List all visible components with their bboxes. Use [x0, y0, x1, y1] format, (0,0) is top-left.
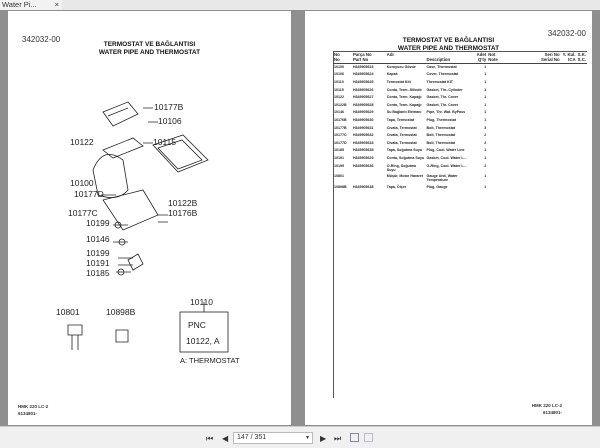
- table-cell: 10110: [334, 80, 344, 85]
- table-cell: [577, 64, 587, 72]
- callout: 10106: [158, 116, 182, 126]
- column-header: [577, 51, 587, 64]
- column-header: [386, 51, 426, 64]
- table-row: [333, 155, 587, 163]
- table-cell: Conta, Term.-Silindir: [386, 87, 422, 92]
- table-cell: [577, 132, 587, 140]
- table-cell: Kapak: [386, 72, 398, 77]
- close-tab-icon[interactable]: ×: [54, 0, 59, 9]
- table-row: [333, 124, 587, 132]
- table-cell: [561, 71, 577, 79]
- table-cell: H349905635: [352, 148, 374, 153]
- table-row: [333, 109, 587, 117]
- page-code: 342032-00: [547, 29, 586, 38]
- table-cell: Gasket, Thr. Cover: [426, 102, 459, 107]
- table-cell: 10199: [334, 163, 344, 168]
- table-cell: 10122B: [334, 102, 347, 107]
- header-text: Note: [488, 57, 498, 62]
- column-header: [426, 51, 472, 64]
- first-page-button[interactable]: ⏮: [206, 434, 214, 443]
- table-cell: 10177C: [334, 133, 347, 138]
- table-cell: Plug, Thermostat: [426, 118, 456, 123]
- table-cell: [561, 162, 577, 173]
- navigation-toolbar: [0, 426, 600, 448]
- previous-page-button[interactable]: ◀: [222, 434, 229, 443]
- table-cell: [577, 71, 587, 79]
- table-row: [333, 94, 587, 102]
- table-cell: Su Bağlantı Elemanı: [386, 110, 422, 115]
- footer-model: HMK 220 LC-2: [531, 403, 562, 408]
- title-en: WATER PIPE AND THERMOSTAT: [397, 45, 500, 52]
- table-cell: Conta, Soğutma Suyu: [386, 156, 425, 161]
- table-cell: [487, 109, 529, 117]
- parts-table: [333, 51, 587, 191]
- table-cell: Tapa, Termostat: [386, 118, 415, 123]
- table-cell: [529, 173, 561, 184]
- callout: 10199: [86, 248, 110, 258]
- table-cell: [529, 147, 561, 155]
- table-cell: [577, 139, 587, 147]
- table-cell: 10177D: [334, 140, 347, 145]
- callout: 10110: [190, 297, 214, 307]
- table-cell: [352, 173, 386, 184]
- table-cell: [577, 79, 587, 87]
- table-cell: Civata, Termostat: [386, 133, 417, 138]
- table-cell: 1: [484, 102, 487, 107]
- table-cell: [577, 184, 587, 192]
- table-cell: H349905636: [352, 163, 374, 168]
- table-cell: [487, 117, 529, 125]
- table-cell: [529, 64, 561, 72]
- header-text: Adı: [386, 52, 394, 57]
- next-page-button[interactable]: ▶: [320, 434, 327, 443]
- header-text: Q'ty: [478, 57, 487, 62]
- page-number: 147 / 351: [237, 434, 267, 441]
- table-cell: H349905628: [352, 102, 374, 107]
- header-text: Adet: [476, 52, 487, 57]
- table-cell: Cover, Thermostat: [426, 72, 459, 77]
- callout: 10801: [56, 307, 80, 317]
- table-cell: Müşür, Motor Hararet: [386, 174, 423, 179]
- table-cell: Plug, Gauge: [426, 185, 448, 190]
- table-cell: [487, 64, 529, 72]
- table-row: [333, 71, 587, 79]
- table-cell: [561, 184, 577, 192]
- table-cell: [529, 184, 561, 192]
- table-row: [333, 139, 587, 147]
- table-cell: [577, 155, 587, 163]
- header-text: ICA: [568, 57, 576, 62]
- table-row: [333, 147, 587, 155]
- table-cell: [561, 173, 577, 184]
- table-cell: H349905632: [352, 133, 374, 138]
- right-page: [305, 11, 592, 425]
- table-cell: [487, 101, 529, 109]
- table-row: [333, 64, 587, 72]
- table-cell: H349905629: [352, 156, 374, 161]
- parts-diagram: [8, 50, 291, 380]
- footer-serial: 6134801-: [18, 411, 38, 416]
- callout: 10898B: [106, 307, 136, 317]
- table-cell: [561, 147, 577, 155]
- table-cell: 2: [484, 140, 487, 145]
- footer-model: HMK 220 LC-2: [18, 404, 49, 409]
- table-cell: [487, 132, 529, 140]
- table-cell: O-Ring, Cool. Water L...: [426, 163, 467, 168]
- table-cell: [487, 162, 529, 173]
- table-cell: H349905630: [352, 118, 374, 123]
- table-cell: H349905625: [352, 80, 374, 85]
- table-cell: 1: [484, 72, 487, 77]
- table-cell: [529, 94, 561, 102]
- table-cell: [529, 132, 561, 140]
- table-cell: [529, 162, 561, 173]
- table-cell: [577, 94, 587, 102]
- callout: 10122: [70, 137, 94, 147]
- callout: 10177B: [154, 102, 184, 112]
- header-text: Seri No: [544, 52, 560, 57]
- table-cell: [529, 86, 561, 94]
- table-cell: Pipe, Thr. Wat. ByPass: [426, 110, 466, 115]
- tab-strip: [0, 0, 600, 10]
- table-cell: 10801: [334, 174, 344, 179]
- header-text: [387, 57, 425, 62]
- table-cell: [577, 173, 587, 184]
- table-cell: 1: [484, 156, 487, 161]
- table-cell: 1: [484, 95, 487, 100]
- column-header: [471, 51, 487, 64]
- table-cell: [487, 139, 529, 147]
- table-cell: 10122: [334, 95, 344, 100]
- column-header: [529, 51, 561, 64]
- table-cell: 2: [484, 163, 487, 168]
- left-page: [8, 11, 291, 425]
- table-cell: [487, 184, 529, 192]
- header-text: Y. Kul.: [562, 52, 576, 57]
- table-cell: H349905623: [352, 65, 374, 70]
- table-cell: Civata, Termostat: [386, 140, 417, 145]
- callout: 10115: [153, 137, 177, 147]
- chevron-down-icon[interactable]: ▾: [305, 435, 309, 441]
- callout: 10176B: [168, 208, 198, 218]
- table-cell: [561, 139, 577, 147]
- footer-serial: 6134801-: [542, 410, 562, 415]
- table-cell: Termostat Kiti: [386, 80, 411, 85]
- column-header: [352, 51, 386, 64]
- table-cell: Gasket, Cool. Water L...: [426, 156, 467, 161]
- table-cell: H349905624: [352, 72, 374, 77]
- table-cell: [487, 94, 529, 102]
- table-cell: 10185: [334, 148, 344, 153]
- header-text: Not: [488, 52, 496, 57]
- last-page-button[interactable]: ⏭: [334, 434, 342, 443]
- table-cell: Bolt, Thermostat: [426, 140, 456, 145]
- table-cell: [529, 155, 561, 163]
- table-cell: [487, 124, 529, 132]
- table-row: [333, 184, 587, 192]
- table-cell: [487, 155, 529, 163]
- table-cell: 10115: [334, 87, 344, 92]
- table-cell: Koruyucu Gövde: [386, 65, 416, 70]
- table-cell: [529, 109, 561, 117]
- table-cell: [577, 117, 587, 125]
- table-row: [333, 173, 587, 184]
- table-cell: 10176B: [334, 118, 347, 123]
- table-row: [333, 132, 587, 140]
- table-cell: Plug, Cool. Water Line: [426, 148, 465, 153]
- table-cell: 1: [484, 185, 487, 190]
- tab-title: Water Pi...: [2, 0, 37, 9]
- table-cell: Conta, Term. Kapağı: [386, 95, 422, 100]
- legend: A: THERMOSTAT: [180, 356, 240, 365]
- table-cell: Gasket, Thr.-Cylinder: [426, 87, 463, 92]
- table-cell: [487, 173, 529, 184]
- table-cell: 10898B: [334, 185, 347, 190]
- callout: 10146: [86, 234, 110, 244]
- table-cell: [529, 124, 561, 132]
- single-page-view-icon[interactable]: [350, 433, 359, 442]
- header-text: Serial No: [541, 57, 560, 62]
- page-code: 342032-00: [22, 35, 61, 44]
- table-cell: 1: [484, 148, 487, 153]
- table-cell: O-Ring, Soğutma Suyu: [386, 163, 417, 172]
- title-en: WATER PIPE AND THERMOSTAT: [98, 49, 201, 56]
- table-cell: [561, 86, 577, 94]
- header-text: S.K.: [577, 52, 586, 57]
- table-cell: [561, 117, 577, 125]
- table-row: [333, 117, 587, 125]
- table-cell: 10177B: [334, 125, 347, 130]
- table-cell: 10146: [334, 110, 344, 115]
- table-cell: H349905633: [352, 140, 374, 145]
- header-text: No: [334, 57, 340, 62]
- table-cell: 1: [484, 80, 487, 85]
- table-cell: 1: [484, 65, 487, 70]
- table-cell: [577, 124, 587, 132]
- table-cell: 10106: [334, 72, 344, 77]
- table-row: [333, 86, 587, 94]
- table-cell: [561, 109, 577, 117]
- pnc-label: PNC: [188, 320, 206, 330]
- table-cell: H349905626: [352, 87, 374, 92]
- page-number-input[interactable]: [233, 432, 313, 444]
- column-header: [333, 51, 352, 64]
- column-header: [561, 51, 577, 64]
- table-cell: Gasket, Thr. Cover: [426, 95, 459, 100]
- table-cell: [529, 117, 561, 125]
- table-cell: [577, 86, 587, 94]
- table-row: [333, 162, 587, 173]
- table-cell: [561, 124, 577, 132]
- table-cell: H349905638: [352, 185, 374, 190]
- table-cell: [577, 101, 587, 109]
- two-page-view-icon[interactable]: [364, 433, 373, 442]
- title-tr: TERMOSTAT VE BAĞLANTISI: [103, 41, 196, 48]
- table-cell: H349905627: [352, 95, 374, 100]
- table-row: [333, 101, 587, 109]
- table-cell: Conta, Term. Kapağı: [386, 102, 422, 107]
- header-text: Description: [426, 57, 451, 62]
- header-text: S.C.: [577, 57, 586, 62]
- table-cell: [577, 162, 587, 173]
- table-cell: Tapa, Ölçer: [386, 185, 407, 190]
- table-cell: 1: [484, 118, 487, 123]
- table-cell: [487, 79, 529, 87]
- table-cell: [529, 101, 561, 109]
- callout: 10100: [70, 178, 94, 188]
- table-cell: [561, 94, 577, 102]
- table-cell: 10191: [334, 156, 344, 161]
- table-cell: 3: [484, 125, 487, 130]
- table-cell: Case, Thermostat: [426, 65, 457, 70]
- table-cell: H349905631: [352, 125, 374, 130]
- table-cell: [529, 139, 561, 147]
- table-cell: [561, 64, 577, 72]
- table-cell: Tapa, Soğutma Suyu: [386, 148, 423, 153]
- table-cell: [561, 79, 577, 87]
- title-tr: TERMOSTAT VE BAĞLANTISI: [402, 37, 495, 44]
- header-text: Parça No: [352, 52, 372, 57]
- table-cell: Gauge Unit, Water Temperature: [426, 174, 458, 183]
- table-cell: [487, 86, 529, 94]
- callout: 10177C: [68, 208, 98, 218]
- pnc-value: 10122, A: [186, 336, 220, 346]
- table-cell: Bolt, Thermostat: [426, 125, 456, 130]
- callout: 10177D: [74, 189, 104, 199]
- table-cell: [577, 109, 587, 117]
- callout: 10199: [86, 218, 110, 228]
- table-cell: [529, 71, 561, 79]
- table-cell: Thermostat KIT: [426, 80, 453, 85]
- table-cell: [561, 155, 577, 163]
- callout: 10122B: [168, 198, 198, 208]
- table-cell: Civata, Termostat: [386, 125, 417, 130]
- header-text: No: [334, 52, 340, 57]
- header-text: Part No: [352, 57, 369, 62]
- table-cell: 2: [484, 133, 487, 138]
- callout: 10185: [86, 268, 110, 278]
- table-cell: [529, 79, 561, 87]
- table-cell: Bolt, Thermostat: [426, 133, 456, 138]
- column-header: [487, 51, 529, 64]
- table-cell: 1: [484, 174, 487, 179]
- document-tab[interactable]: [0, 0, 62, 10]
- table-cell: [487, 147, 529, 155]
- table-cell: [561, 132, 577, 140]
- table-cell: H349905629: [352, 110, 374, 115]
- table-cell: 1: [484, 87, 487, 92]
- table-cell: [577, 147, 587, 155]
- callout: 10191: [86, 258, 110, 268]
- table-cell: 10100: [334, 65, 344, 70]
- table-cell: [561, 101, 577, 109]
- table-cell: [487, 71, 529, 79]
- table-cell: 1: [484, 110, 487, 115]
- table-row: [333, 79, 587, 87]
